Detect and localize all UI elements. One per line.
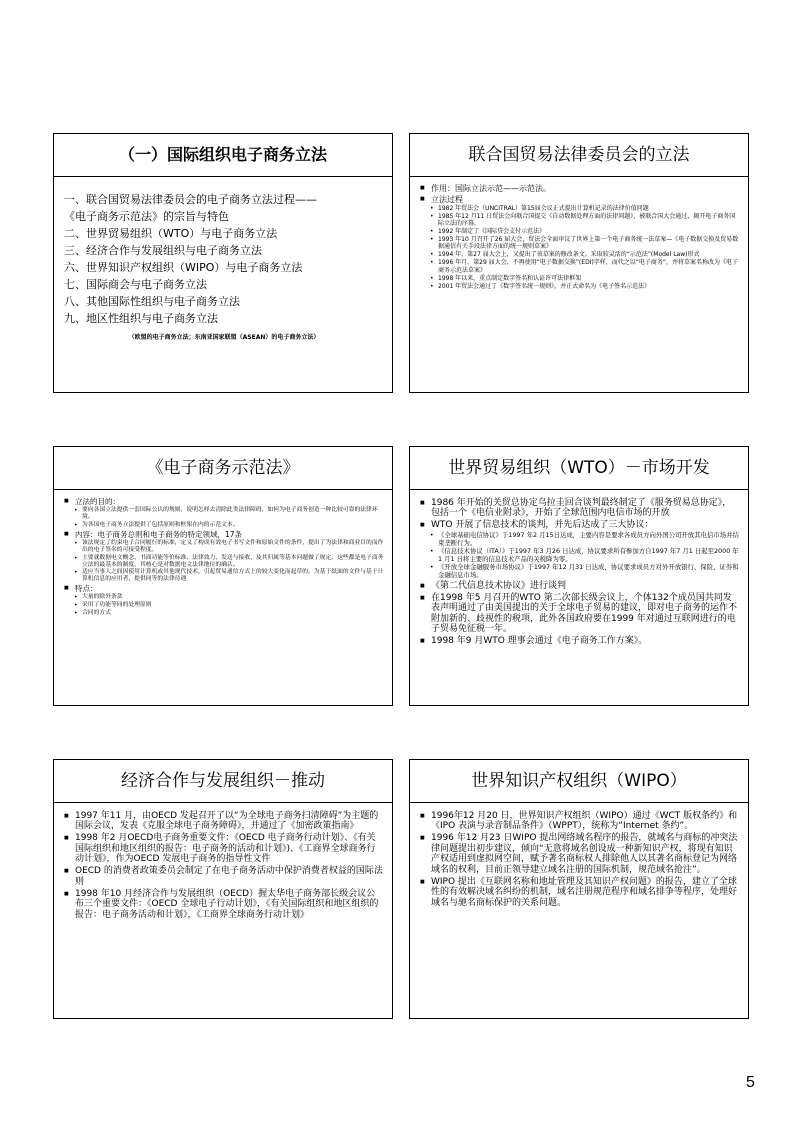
bullet-item: ■ 内容：电子商务总则和电子商务的特定领域，17条: [64, 530, 384, 539]
sub-bullet-item: • 《信息技术协议（ITA）》于1997 年3 月26 日达成，协议要求所有参加方自1997 年7 月1 日起至2000 年1 月1 日将主要的信息技术产品的关税降为零。: [420, 548, 740, 563]
bullet-item: ■ 1986 年开始的关贸总协定乌拉圭回合谈判最终制定了《服务贸易总协定》，包括一个《电信业附录》，开始了全球范围内电信市场的开放: [420, 498, 740, 519]
slide-body: [54, 177, 392, 346]
bullet-list: [420, 811, 740, 909]
slide-5: [53, 759, 393, 1019]
outline-line: 一、联合国贸易法律委员会的电子商务立法过程——: [64, 193, 317, 206]
page-number: 5: [746, 1074, 755, 1091]
sub-bullet-item: • 该法规定了约束电子合同履行的标准，定义了构成有效电子书写文件和原始文件的条件，提出了为法律和商业目的而作出的电子签名的可接受程度。: [64, 540, 384, 554]
outline-line: 二、世界贸易组织（WTO）与电子商务立法: [64, 227, 278, 240]
bullet-list: [64, 811, 384, 921]
slide-title: 经济合作与发展组织－推动: [54, 760, 392, 803]
outline-line: 九、地区性组织与电子商务立法: [64, 312, 218, 325]
bullet-item: ■ 1998 年2 月OECD电子商务重要文件：《OECD 电子商务行动计划》、《有关国际组织和地区组织的报告：电子商务的活动和计划》)、《工商界全球商务行动计划》，作为OECD 发展电子商务的指导性文件: [64, 833, 384, 865]
bullet-item: ■ WTO 开展了信息技术的谈判，并先后达成了三大协议：: [420, 520, 740, 531]
sub-bullet-item: • 1994 年，第27 届大会上，又提出了该草案的修改条文。采取较灵活的“示范法”(Model Law)形式: [420, 251, 740, 258]
bullet-item: ■ 立法的目的：: [64, 497, 384, 506]
slide-2: [409, 133, 749, 393]
slide-title: （一）国际组织电子商务立法: [54, 134, 392, 177]
slide-title: 《电子商务示范法》: [54, 447, 392, 490]
sub-bullet-item: • 为各国电子商务立法提供了包括原则和框架在内的示范文本。: [64, 522, 384, 529]
sub-bullet-item: • 1993 年10 月召开了26 届大会，贸法会全面审议了世界上第一个电子商务统一法草案—《电子数据交换及贸易数据通信有关手段法律方面的统一规则草案》: [420, 236, 740, 250]
slide-body: [410, 490, 748, 652]
slide-title: 世界贸易组织（WTO）－市场开发: [410, 447, 748, 490]
bullet-item: ■ WIPO 提出《互联网名称和地址管理及其知识产权问题》的报告，建立了全球性的有效解决域名纠纷的机制，域名注册规范程序和域名排争等程序，处理好域名与驰名商标保护的关系问题。: [420, 877, 740, 909]
sub-bullet-item: • 采用了功能等同的处理原则: [64, 602, 384, 609]
outline-line: 八、其他国际性组织与电子商务立法: [64, 295, 240, 308]
bullet-item: ■ 1996年12 月20 日，世界知识产权组织（WIPO）通过《WCT 版权条约》和《IPO 表演与录音制品条件》（WPPT），统称为“Internet 条约”。: [420, 811, 740, 832]
sub-bullet-item: • 《开放全球金融服务市场协议》于1997 年12 月31 日达成，协议要求成员方对外开放银行、保险、证券和金融信息市场。: [420, 564, 740, 579]
sub-bullet-item: • 1982 年贸法会（UNCITRAL）第15届会议正式提出计算机记录的法律价值问题: [420, 205, 740, 212]
slide-4: [409, 446, 749, 706]
slide-body: [54, 490, 392, 622]
bullet-item: ■ 《第二代信息技术协议》进行谈判: [420, 581, 740, 592]
bullet-item: ■ 1996 年12 月23 日WIPO 提出网络域名程序的报告，就域名与商标的冲突法律问题提出初步建议，倾向“无意将域名创设成一种新知识产权，将现有知识产权适用到虚拟网空间，赋予著名商标权人排除他人以其著名商标登记为网络域名的权利，目前正领导建立域名注册的国际机制，规范域名抢注”。: [420, 833, 740, 875]
sub-bullet-item: • 1985 年12 月11 日贸法会向联合国提交《自动数据处理方面的法律问题》，被联合国大会通过，揭开电子商务国际立法的序幕。: [420, 213, 740, 227]
bullet-item: ■ 立法过程: [420, 195, 740, 205]
bullet-list: [420, 184, 740, 290]
sub-bullet-item: • 主要就数据电文概念、书面功能等价标准、法律效力、发送与接收、及其归属等基本问题做了规定。这些都是电子商务立法的最基本的制度，其核心是对数据电文法律地位的确认。: [64, 555, 384, 569]
sub-bullet-item: • 1996 年月，第29 届大会，不再使用“电子数据交换”(EDI)字样，而代之以“电子商务”，并将草案名称改为《电子商务示范法草案》: [420, 259, 740, 273]
slide-title: 联合国贸易法律委员会的立法: [410, 134, 748, 177]
bullet-item: ■ 1998 年10 月经济合作与发展组织（OECD）握太华电子商务部长级会议公布三个重要文件：《OECD 全球电子行动计划》，《有关国际组织和地区组织的报告：电子商务活动和计划》，《工商界全球商务行动计划》: [64, 889, 384, 921]
outline-line: 三、经济合作与发展组织与电子商务立法: [64, 244, 262, 257]
bullet-list: [420, 498, 740, 647]
bullet-list: [64, 497, 384, 617]
slide-6: [409, 759, 749, 1019]
slide-body: [54, 803, 392, 926]
sub-bullet-item: • 2001 年贸法会通过了《数字签名统一规则》，并正式命名为《电子签名示范法》: [420, 283, 740, 290]
bullet-item: ■ 1997 年11 月，由OECD 发起召开了以“为全球电子商务扫清障碍”为主题的国际会议，发表《克服全球电子商务障碍》，并通过了《加密政策指南》: [64, 811, 384, 832]
sub-bullet-item: • 1992 年制定了《国际贷会支付示范法》: [420, 228, 740, 235]
sub-bullet-item: • 合同的方式: [64, 610, 384, 617]
outline-line: 六、世界知识产权组织（WIPO）与电子商务立法: [64, 261, 303, 274]
outline-line: 七、国际商会与电子商务立法: [64, 278, 207, 291]
slide-3: [53, 446, 393, 706]
slide-title: 世界知识产权组织（WIPO）: [410, 760, 748, 803]
sub-bullet-item: • 大量的除外条款: [64, 594, 384, 601]
outline-line: 《电子商务示范法》的宗旨与特色: [64, 210, 229, 223]
outline-note: （欧盟的电子商务立法；东南亚国家联盟（ASEAN）的电子商务立法）: [128, 334, 320, 341]
slide-body: [410, 803, 748, 914]
bullet-item: ■ OECD 的消费者政策委员会制定了在电子商务活动中保护消费者权益的国际法则: [64, 866, 384, 887]
bullet-item: ■ 特点：: [64, 584, 384, 593]
slide-body: [410, 177, 748, 295]
sub-bullet-item: • 《全球基础电信协议》于1997 年2 月15日达成，主要内容是要求各成员方向外国公司开放其电信市场并结束垄断行为。: [420, 532, 740, 547]
slide-1: [53, 133, 393, 393]
bullet-item: ■ 在1998 年5 月召开的WTO 第二次部长级会议上，个体132个成员国共同发表声明通过了由美国提出的关于全球电子贸易的建议，即对电子商务的运作不附加新的、歧视性的税项，此外各国政府要在1999 年对通过互联网进行的电子贸易免征税一年。: [420, 593, 740, 635]
sub-bullet-item: • 要向各国立法提供一套国际公认的规则，说明怎样去清除此类法律障碍，如何为电子商务创造一种比较可靠的法律环境。: [64, 507, 384, 521]
bullet-item: ■ 作用：国际立法示范——示范法。: [420, 184, 740, 194]
bullet-item: ■ 1998 年9 月WTO 理事会通过《电子商务工作方案》。: [420, 636, 740, 647]
sub-bullet-item: • 适应当事人之间因使用计算机或其他现代技术，引起贸易通信方式上的较大变化而起草的。为基于纸面的文件与基于计算机信息的应用者，提供同等的法律待遇: [64, 569, 384, 583]
sub-bullet-item: • 1998 年以来，重点制定数字签名和认证许可法律框架: [420, 275, 740, 282]
